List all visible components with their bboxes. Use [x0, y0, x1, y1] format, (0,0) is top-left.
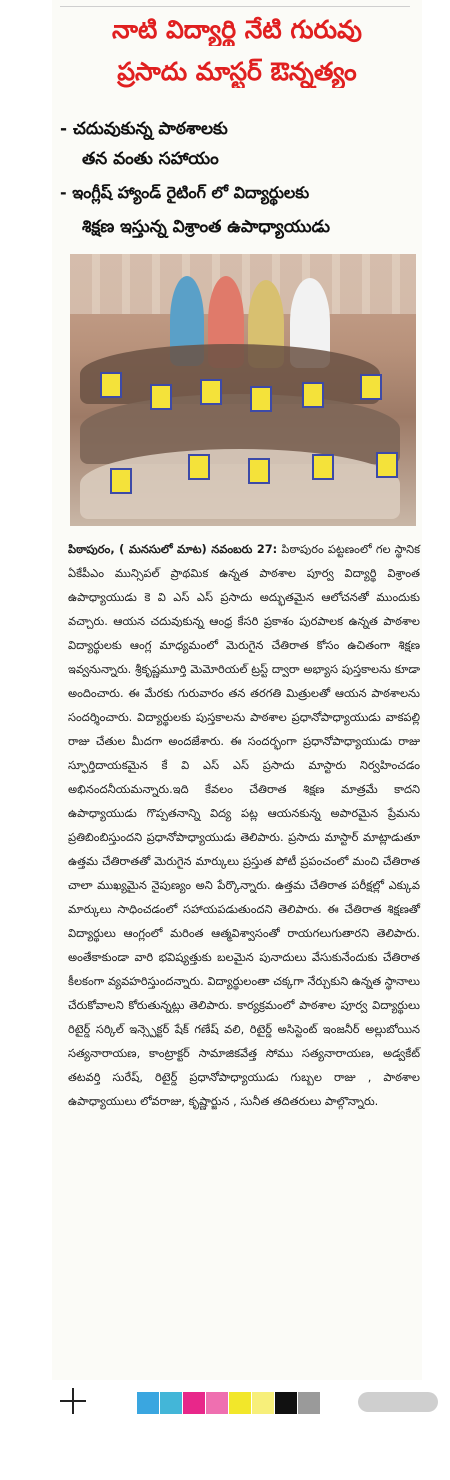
book	[110, 468, 132, 494]
dateline: పిఠాపురం, ( మనసులో మాట) నవంబరు 27:	[68, 542, 278, 556]
color-swatch	[206, 1392, 228, 1414]
color-swatch	[252, 1392, 274, 1414]
color-swatch	[160, 1392, 182, 1414]
color-swatch	[137, 1392, 159, 1414]
color-swatch	[229, 1392, 251, 1414]
book	[360, 374, 382, 400]
color-swatch	[183, 1392, 205, 1414]
subhead-1: - చదువుకున్న పాఠశాలకు	[60, 119, 228, 139]
news-photo	[70, 254, 416, 526]
registration-mark-icon	[60, 1388, 86, 1414]
subhead-4: శిక్షణ ఇస్తున్న విశ్రాంత ఉపాధ్యాయుడు	[82, 217, 331, 237]
book	[248, 458, 270, 484]
headline-line-1: నాటి విద్యార్థి నేటి గురువు	[112, 15, 362, 44]
book	[376, 452, 398, 478]
book	[188, 454, 210, 480]
subhead-2: తన వంతు సహాయం	[82, 149, 219, 169]
photo-wall	[70, 254, 416, 314]
book	[200, 379, 222, 405]
headline-line-2: ప్రసాదు మాస్టర్ ఔన్నత్యం	[117, 57, 357, 86]
gray-pill-mark	[358, 1392, 438, 1412]
book	[312, 454, 334, 480]
top-rule	[60, 0, 410, 7]
article-paragraph: పిఠాపురం పట్టణంలో గల స్థానిక ఏకేపీఎం మున్సిపల్ ప్రాథమిక ఉన్నత పాఠశాల పూర్వ విద్యార్థి విశ్రాంత ఉపాధ్యాయుడు కె వి ఎస్ ఎస్ ప్రసాదు అద్భుతమైన ఆలోచనతో ముందుకు వచ్చారు. ఆయన చదువుకున్న ఆంధ్ర కేసరి ప్రకాశం పురపాలక ఉన్నత పాఠశాల విద్యార్థులకు ఆంగ్ల మాధ్యమంలో మెరుగైన చేతిరాత కోసం ఉచితంగా శిక్షణ ఇవ్వనున్నారు. శ్రీకృష్ణమూర్తి మెమోరియల్ ట్రస్ట్ ద్వారా అభ్యాస పుస్తకాలను కూడా అందించారు. ఈ మేరకు గురువారం తన తరగతి మిత్రులతో ఆయన పాఠశాలను సందర్శించారు. విద్యార్థులకు పుస్తకాలను పాఠశాల ప్రధానోపాధ్యాయుడు వాకపల్లి రాజు చేతుల మీదగా అందజేశారు. ఈ సందర్భంగా ప్రధానోపాధ్యాయుడు రాజు స్ఫూర్తిదాయకమైన కే వి ఎస్ ఎస్ ప్రసాదు మాస్టారు నిర్వహించడం అభినందనీయమన్నారు.ఇది కేవలం చేతిరాత శిక్షణ మాత్రమే కాదని ఉపాధ్యాయుడు గొప్పతనాన్ని విద్య పట్ల ఆయనకున్న అపారమైన ప్రేమను ప్రతిబింబిస్తుందని ప్రధానోపాధ్యాయుడు తెలిపారు. ప్రసాదు మాస్టార్ మాట్లాడుతూ ఉత్తమ చేతిరాతతో మెరుగైన మార్కులు ప్రస్తుత పోటీ ప్రపంచంలో మంచి చేతిరాత చాలా ముఖ్యమైన నైపుణ్యం అని పేర్కొన్నారు. ఉత్తమ చేతిరాత పరీక్షల్లో ఎక్కువ మార్కులు సాధించడంలో సహాయపడుతుందని తెలిపారు. ఈ చేతిరాత శిక్షణతో విద్యార్థులు ఆంగ్లంలో మరింత ఆత్మవిశ్వాసంతో రాయగలుగుతారని తెలిపారు. అంతేకాకుండా వారి భవిష్యత్తుకు బలమైన పునాదులు వేసుకునేందుకు చేతిరాత కీలకంగా వ్యవహరిస్తుందన్నారు. విద్యార్థులంతా చక్కగా నేర్చుకుని ఉన్నత స్థానాలు చేరుకోవాలని కోరుతున్నట్లు తెలిపారు. కార్యక్రమంలో పాఠశాల పూర్వ విద్యార్థులు రిటైర్డ్ సర్కిల్ ఇన్స్పెక్టర్ షేక్ గణేష్ వలి, రిటైర్డ్ అసిస్టెంట్ ఇంజనీర్ అల్లుబోయిన సత్యనారాయణ, కాంట్రాక్టర్ సామాజికవేత్త సోము సత్యనారాయణ, అడ్వకేట్ తటవర్తి సురేష్, రిటైర్డ్ ప్రధానోపాధ్యాయుడు గుబ్బల రాజు , పాఠశాల ఉపాధ్యాయులు లోవరాజు, కృష్ణార్జున , సునీత తదితరులు పాల్గొన్నారు.	[68, 542, 421, 1108]
book	[302, 382, 324, 408]
book	[100, 372, 122, 398]
article-body	[68, 537, 420, 1113]
book	[150, 384, 172, 410]
book	[250, 386, 272, 412]
color-swatch	[298, 1392, 320, 1414]
color-swatch	[275, 1392, 297, 1414]
subhead-3: - ఇంగ్లీష్ హ్యాండ్ రైటింగ్ లో విద్యార్థులకు	[60, 183, 310, 202]
